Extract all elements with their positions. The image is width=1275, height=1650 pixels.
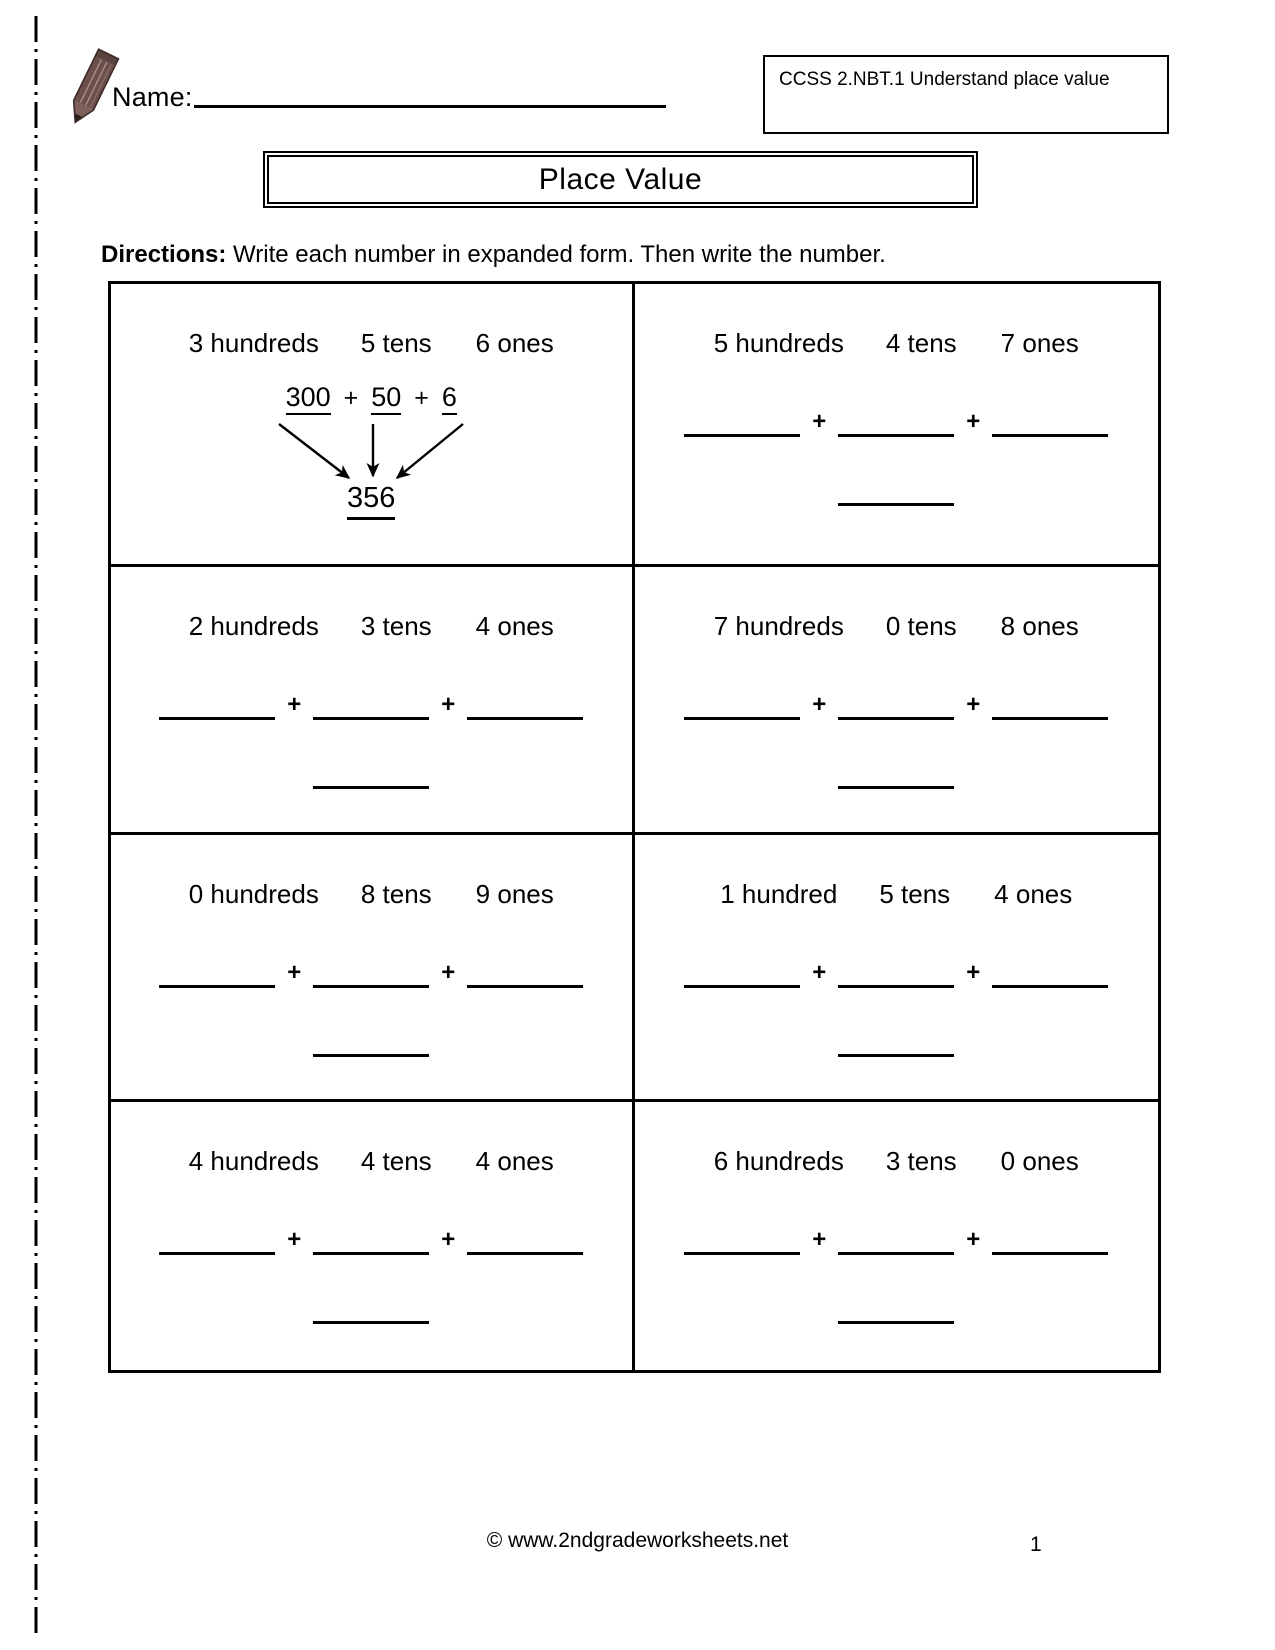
ones-label: 8 ones: [1000, 611, 1079, 641]
hundreds-answer-blank[interactable]: [684, 408, 800, 437]
plus-sign-2: +: [441, 958, 456, 986]
expanded-form-answer-row: [635, 691, 1159, 720]
problem-cell: [111, 1102, 635, 1370]
tens-label: 5 tens: [360, 328, 432, 358]
ccss-standard-text: CCSS 2.NBT.1 Understand place value: [779, 69, 1110, 90]
hundreds-label: 4 hundreds: [188, 1146, 319, 1177]
hundreds-answer-blank[interactable]: [159, 1226, 275, 1255]
hundreds-label: 7 hundreds: [713, 611, 844, 641]
tens-label: 3 tens: [360, 611, 432, 641]
expanded-ones-value: 6: [442, 384, 457, 415]
ones-answer-blank[interactable]: [992, 408, 1108, 437]
page-number: 1: [1030, 1533, 1042, 1556]
hundreds-answer-blank[interactable]: [159, 691, 275, 720]
ones-answer-blank[interactable]: [467, 959, 583, 988]
problem-cell: [111, 284, 635, 567]
problem-cell: [635, 1102, 1159, 1370]
plus-sign-2: +: [414, 384, 429, 412]
ones-label: 4 ones: [475, 1146, 554, 1177]
problem-cell: [635, 567, 1159, 835]
tens-answer-blank[interactable]: [313, 691, 429, 720]
problem-cell: [111, 567, 635, 835]
worksheet-title-box: [263, 151, 978, 208]
hundreds-answer-blank[interactable]: [159, 959, 275, 988]
number-answer-row: [635, 1040, 1159, 1057]
ones-answer-blank[interactable]: [992, 959, 1108, 988]
worked-example: [111, 384, 632, 564]
place-value-prompt: [635, 613, 1159, 639]
name-field-row: [112, 84, 666, 111]
number-answer-row: [635, 1307, 1159, 1324]
expanded-form-answer-row: [111, 1226, 632, 1255]
directions-label: Directions:: [101, 241, 227, 268]
expanded-hundreds-value: 300: [286, 384, 331, 415]
number-answer-blank[interactable]: [838, 772, 954, 789]
number-answer-row: [111, 1040, 632, 1057]
hundreds-label: 5 hundreds: [713, 328, 844, 358]
directions-line: [101, 243, 886, 267]
hundreds-label: 6 hundreds: [713, 1146, 844, 1177]
expanded-form-answer-row: [635, 959, 1159, 988]
ones-answer-blank[interactable]: [992, 1226, 1108, 1255]
number-answer-row: [111, 1307, 632, 1324]
tens-label: 3 tens: [885, 1146, 957, 1177]
expanded-form-answer-row: [635, 1226, 1159, 1255]
number-answer-blank[interactable]: [313, 772, 429, 789]
ones-answer-blank[interactable]: [467, 691, 583, 720]
plus-sign-1: +: [287, 691, 302, 718]
ccss-standard-box: [763, 55, 1169, 134]
number-answer-row: [111, 772, 632, 789]
expanded-form-answer-row: [111, 691, 632, 720]
plus-sign-1: +: [287, 958, 302, 986]
plus-sign-2: +: [966, 408, 981, 435]
plus-sign-1: +: [287, 1226, 302, 1254]
plus-sign-1: +: [812, 958, 827, 986]
tens-answer-blank[interactable]: [313, 1226, 429, 1255]
ones-label: 7 ones: [1000, 328, 1079, 358]
problem-cell: [635, 835, 1159, 1103]
plus-sign-1: +: [812, 691, 827, 718]
number-answer-blank[interactable]: [838, 1040, 954, 1057]
tens-label: 0 tens: [885, 611, 957, 641]
plus-sign-2: +: [441, 1226, 456, 1254]
place-value-prompt: [635, 878, 1159, 909]
ones-label: 4 ones: [475, 611, 554, 641]
tens-answer-blank[interactable]: [838, 959, 954, 988]
problem-cell: [111, 835, 635, 1103]
plus-sign-1: +: [812, 1226, 827, 1254]
hundreds-answer-blank[interactable]: [684, 1226, 800, 1255]
tens-answer-blank[interactable]: [838, 1226, 954, 1255]
number-answer-blank[interactable]: [313, 1040, 429, 1057]
tens-label: 4 tens: [885, 328, 957, 358]
tens-answer-blank[interactable]: [838, 408, 954, 437]
tens-answer-blank[interactable]: [313, 959, 429, 988]
hundreds-label: 1 hundred: [720, 878, 838, 909]
worksheet-title-box-inner: [267, 155, 974, 204]
place-value-prompt: [111, 613, 632, 639]
example-answer: [111, 484, 632, 513]
place-value-prompt: [111, 1146, 632, 1177]
ones-label: 4 ones: [994, 878, 1073, 909]
plus-sign-2: +: [966, 958, 981, 986]
tens-answer-blank[interactable]: [838, 691, 954, 720]
example-answer-value: 356: [347, 482, 395, 520]
expanded-form-answer-row: [635, 408, 1159, 437]
hundreds-label: 2 hundreds: [188, 611, 319, 641]
tens-label: 8 tens: [360, 878, 432, 909]
number-answer-blank[interactable]: [313, 1307, 429, 1324]
plus-sign-2: +: [966, 691, 981, 718]
ones-label: 0 ones: [1000, 1146, 1079, 1177]
problem-cell: [635, 284, 1159, 567]
expanded-tens-value: 50: [371, 384, 401, 415]
plus-sign-1: +: [812, 408, 827, 435]
number-answer-row: [635, 489, 1159, 506]
place-value-prompt: [635, 1146, 1159, 1177]
tens-label: 5 tens: [879, 878, 951, 909]
ones-label: 9 ones: [475, 878, 554, 909]
plus-sign-1: +: [343, 384, 359, 412]
place-value-prompt: [111, 878, 632, 909]
directions-text: Write each number in expanded form. Then write the number.: [233, 241, 886, 268]
place-value-prompt: [111, 330, 632, 356]
ones-answer-blank[interactable]: [992, 691, 1108, 720]
footer-credit: © www.2ndgradeworksheets.net: [486, 1529, 789, 1552]
problem-grid: [108, 281, 1161, 1373]
number-answer-blank[interactable]: [838, 489, 954, 506]
hundreds-answer-blank[interactable]: [684, 691, 800, 720]
expanded-form-equation: [111, 384, 632, 415]
name-input-blank[interactable]: [194, 104, 666, 108]
hundreds-label: 0 hundreds: [188, 878, 319, 909]
place-value-prompt: [635, 330, 1159, 356]
number-answer-blank[interactable]: [838, 1307, 954, 1324]
name-label: Name:: [112, 82, 193, 112]
hundreds-answer-blank[interactable]: [684, 959, 800, 988]
page-title: Place Value: [538, 162, 703, 196]
plus-sign-2: +: [966, 1226, 981, 1254]
hundreds-label: 3 hundreds: [188, 328, 319, 358]
margin-dashed-rule: [34, 16, 38, 1636]
plus-sign-2: +: [441, 691, 456, 718]
worksheet-header: [0, 0, 1275, 140]
number-answer-row: [635, 772, 1159, 789]
tens-label: 4 tens: [360, 1146, 432, 1177]
expanded-form-answer-row: [111, 959, 632, 988]
ones-answer-blank[interactable]: [467, 1226, 583, 1255]
ones-label: 6 ones: [475, 328, 554, 358]
